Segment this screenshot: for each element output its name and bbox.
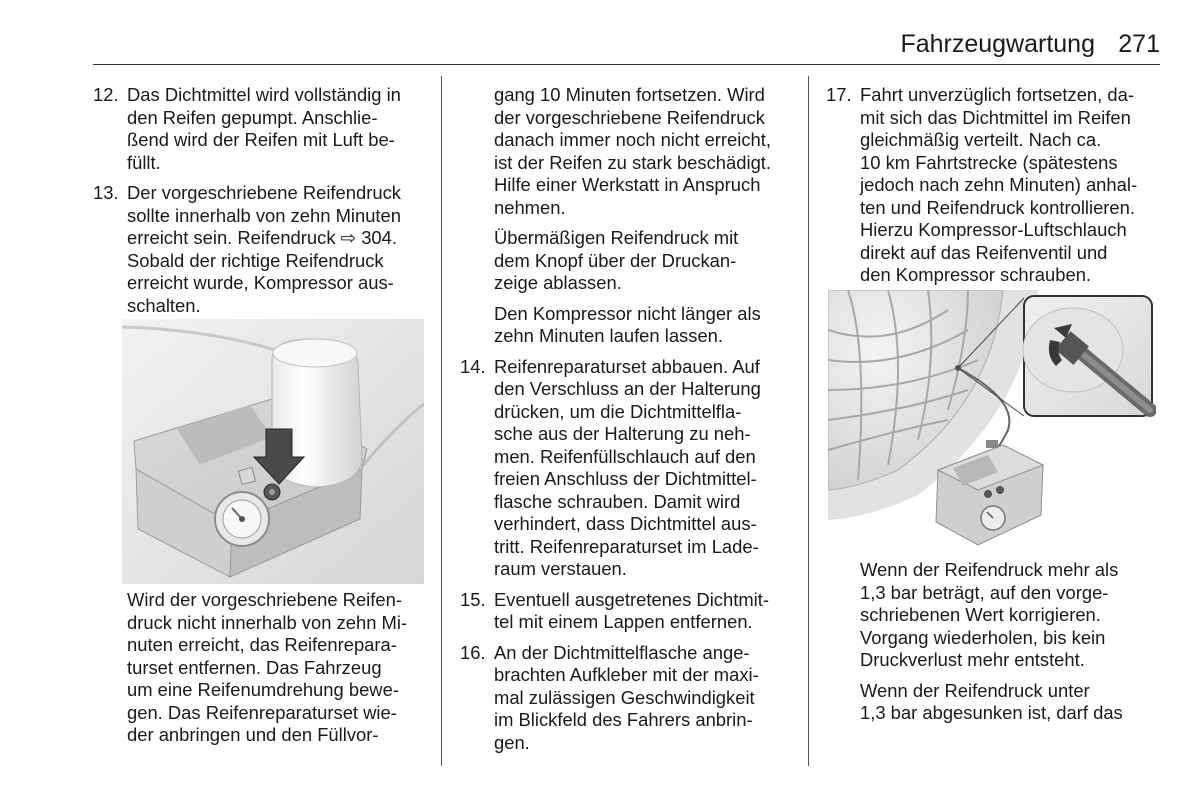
paragraph [460, 84, 800, 219]
item-number: 17. [826, 84, 852, 105]
item-text-line: freien Anschluss der Dichtmittel‐ [494, 468, 757, 489]
item-text-line: flasche schrauben. Damit wird [494, 490, 741, 512]
item-text-line: im Blickfeld des Fahrers anbrin‐ [494, 709, 753, 730]
text-line: gen. Das Reifenreparaturset wie‐ [127, 701, 397, 723]
text-line: der vorgeschriebene Reifendruck [494, 106, 765, 128]
item-text-line: erreicht wurde, Kompressor aus‐ [127, 272, 394, 293]
text-line: nehmen. [494, 196, 566, 218]
item-text-line: ßend wird der Reifen mit Luft be‐ [127, 129, 395, 150]
item-text-line: drücken, um die Dichtmittelfla‐ [494, 400, 742, 422]
paragraph [860, 680, 1160, 725]
item-text-line: mal zulässigen Geschwindigkeit [494, 686, 755, 708]
item-text-line: tel mit einem Lappen entfernen. [494, 611, 753, 632]
text-line: druck nicht innerhalb von zehn Mi‐ [127, 611, 408, 633]
text-line: 1,3 bar beträgt, auf den vorge‐ [860, 581, 1109, 603]
text-line: Wenn der Reifendruck unter [860, 679, 1090, 701]
list-item-13 [93, 182, 433, 317]
item-text-line: füllt. [127, 151, 161, 173]
compressor-illustration [122, 319, 424, 584]
item-text-line: brachten Aufkleber mit der maxi‐ [494, 664, 759, 685]
text-line: gang 10 Minuten fortsetzen. Wird [494, 84, 765, 105]
paragraph [860, 559, 1160, 672]
wheel-compressor-illustration-svg [828, 290, 1156, 552]
item-text-line: gleichmäßig verteilt. Nach ca. [860, 129, 1102, 150]
column-divider-right [808, 76, 809, 766]
item-text-line: den Verschluss an der Halterung [494, 378, 761, 399]
text-line: 1,3 bar abgesunken ist, darf das [860, 702, 1123, 723]
item-text-line: sollte innerhalb von zehn Minuten [127, 204, 401, 226]
paragraph [127, 589, 432, 747]
item-text-line: mit sich das Dichtmittel im Reifen [860, 106, 1131, 128]
header-rule [93, 64, 1160, 65]
column-divider-left [441, 76, 442, 766]
text-line: Übermäßigen Reifendruck mit [494, 227, 739, 248]
item-text-line: An der Dichtmittelflasche ange‐ [494, 641, 750, 663]
page-reference-arrow-icon: ⇨ [340, 227, 357, 248]
item-text: erreicht sein. Reifendruck [127, 227, 336, 248]
text-line: zeige ablassen. [494, 272, 622, 293]
text-line: Vorgang wiederholen, bis kein [860, 626, 1106, 648]
text-line: Druckverlust mehr entsteht. [860, 649, 1085, 670]
page-reference-link[interactable]: 304. [361, 227, 397, 248]
item-text-line-with-ref [127, 227, 433, 250]
item-text-line: jedoch nach zehn Minuten) anhal‐ [860, 174, 1138, 195]
item-text-line: men. Reifenfüllschlauch auf den [494, 445, 756, 467]
column-3 [826, 84, 1166, 295]
list-item-12 [93, 84, 433, 174]
item-text-line: den Kompressor schrauben. [860, 264, 1092, 285]
item-text-line: Hierzu Kompressor-Luftschlauch [860, 219, 1127, 240]
item-text-line: raum verstauen. [494, 558, 627, 579]
list-item-14 [460, 356, 800, 581]
item-text-line: tritt. Reifenreparaturset im Lade‐ [494, 535, 759, 557]
column-1-lower [127, 589, 432, 755]
text-line: ist der Reifen zu stark beschädigt. [494, 151, 772, 173]
item-text-line: schalten. [127, 294, 201, 316]
text-line: Wird der vorgeschriebene Reifen‐ [127, 589, 402, 610]
list-item-16 [460, 642, 800, 755]
item-text-line: Das Dichtmittel wird vollständig in [127, 84, 401, 105]
text-line: um eine Reifenumdrehung bewe‐ [127, 679, 399, 700]
item-number: 16. [460, 641, 486, 663]
compressor-illustration-svg [122, 319, 424, 584]
list-item-15 [460, 589, 800, 634]
item-number: 15. [460, 588, 486, 610]
wheel-compressor-illustration [828, 290, 1156, 552]
item-number: 14. [460, 355, 486, 377]
item-text-line: Der vorgeschriebene Reifendruck [127, 182, 401, 203]
text-line: zehn Minuten laufen lassen. [494, 325, 724, 346]
item-text-line: Sobald der richtige Reifendruck [127, 249, 384, 271]
item-text-line: gen. [494, 731, 530, 753]
column-2 [460, 84, 800, 762]
item-text-line: den Reifen gepumpt. Anschlie‐ [127, 106, 378, 128]
text-line: danach immer noch nicht erreicht, [494, 129, 772, 150]
text-line: turset entfernen. Das Fahrzeug [127, 656, 382, 678]
paragraph [460, 227, 800, 295]
column-1 [93, 84, 433, 325]
text-line: Wenn der Reifendruck mehr als [860, 559, 1119, 580]
item-text-line: verhindert, dass Dichtmittel aus‐ [494, 513, 757, 534]
header-title: Fahrzeugwartung [900, 30, 1095, 58]
paragraph [460, 303, 800, 348]
item-text-line: direkt auf das Reifenventil und [860, 241, 1108, 263]
item-text-line: Fahrt unverzüglich fortsetzen, da‐ [860, 84, 1134, 105]
item-text-line: sche aus der Halterung zu neh‐ [494, 423, 751, 444]
text-line: nuten erreicht, das Reifenrepara‐ [127, 634, 397, 655]
page-number: 271 [1118, 30, 1160, 58]
column-3-lower [860, 559, 1160, 733]
text-line: Den Kompressor nicht länger als [494, 302, 761, 324]
item-text-line: Reifenreparaturset abbauen. Auf [494, 355, 760, 377]
item-number: 12. [93, 84, 119, 105]
text-line: der anbringen und den Füllvor‐ [127, 724, 379, 745]
text-line: schriebenen Wert korrigieren. [860, 604, 1101, 625]
list-item-17 [826, 84, 1166, 287]
item-text-line: ten und Reifendruck kontrollieren. [860, 196, 1135, 218]
text-line: Hilfe einer Werkstatt in Anspruch [494, 174, 761, 195]
item-text-line: 10 km Fahrtstrecke (spätestens [860, 151, 1118, 173]
item-text-line: Eventuell ausgetretenes Dichtmit‐ [494, 588, 769, 610]
item-number: 13. [93, 182, 119, 203]
text-line: dem Knopf über der Druckan‐ [494, 249, 737, 271]
